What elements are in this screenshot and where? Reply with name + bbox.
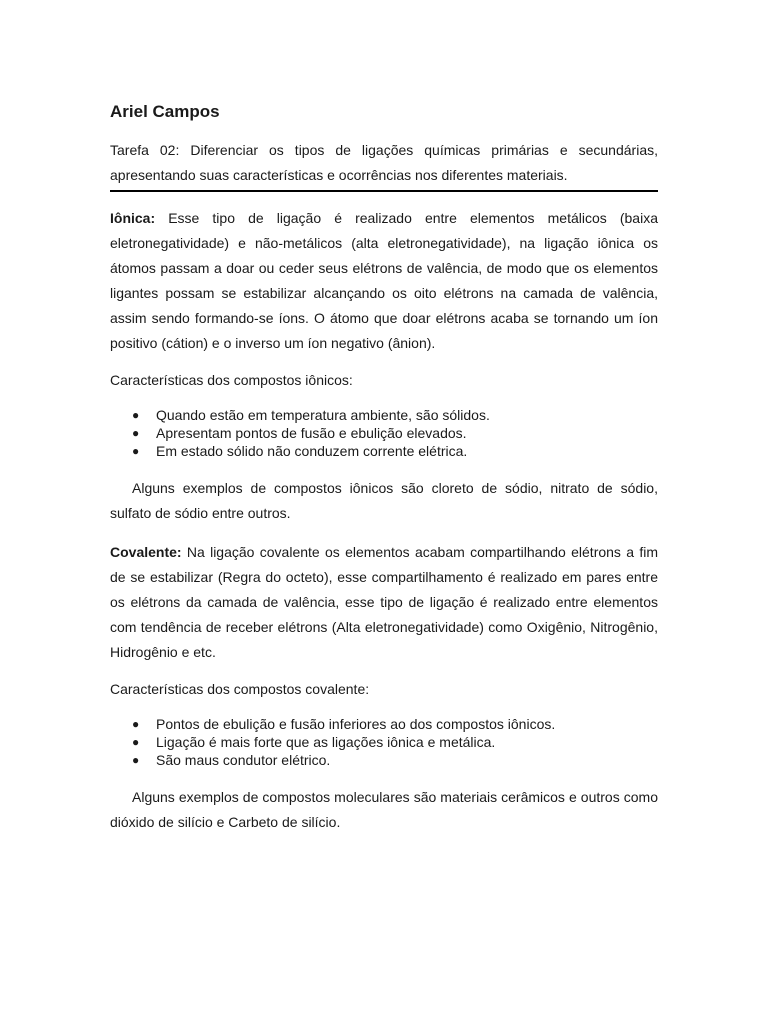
list-item [110, 715, 658, 733]
covalente-examples: Alguns exemplos de compostos moleculares são materiais cerâmicos e outros como dióxido de silício e Carbeto de silício. [110, 789, 658, 830]
bullet-icon: ● [132, 444, 140, 458]
ionica-label: Iônica: [110, 210, 156, 226]
document-page [110, 100, 658, 835]
list-item-text: Quando estão em temperatura ambiente, são sólidos. [156, 407, 490, 423]
list-item-text: Em estado sólido não conduzem corrente elétrica. [156, 443, 468, 459]
bullet-icon: ● [132, 735, 140, 749]
list-item-text: Apresentam pontos de fusão e ebulição elevados. [156, 425, 467, 441]
covalente-characteristics-list [110, 715, 658, 769]
covalente-text: Na ligação covalente os elementos acabam compartilhando elétrons a fim de se estabilizar (Regra do octeto), esse compartilhamento é realizado em pares entre os elétrons da camada de valência, esse tipo de ligação é realizado entre elementos com tendência de receber elétrons (Alta eletronegatividade) como Oxigênio, Nitrogênio, Hidrogênio e etc. [110, 544, 658, 660]
covalente-label: Covalente: [110, 544, 182, 560]
ionica-text: Esse tipo de ligação é realizado entre elementos metálicos (baixa eletronegatividade) e não-metálicos (alta eletronegatividade), na ligação iônica os átomos passam a doar ou ceder seus elétrons de valência, de modo que os elementos ligantes possam se estabilizar alcançando os oito elétrons na camada de valência, assim sendo formando-se íons. O átomo que doar elétrons acaba se tornando um íon positivo (cátion) e o inverso um íon negativo (ânion). [110, 210, 658, 351]
bullet-icon: ● [132, 717, 140, 731]
bullet-icon: ● [132, 753, 140, 767]
list-item [110, 424, 658, 442]
bullet-icon: ● [132, 426, 140, 440]
list-item-text: Ligação é mais forte que as ligações iônica e metálica. [156, 734, 496, 750]
list-item [110, 751, 658, 769]
ionica-paragraph [110, 206, 658, 356]
list-item-text: Pontos de ebulição e fusão inferiores ao dos compostos iônicos. [156, 716, 556, 732]
list-item [110, 406, 658, 424]
ionica-characteristics-list [110, 406, 658, 460]
list-item-text: São maus condutor elétrico. [156, 752, 331, 768]
ionica-examples: Alguns exemplos de compostos iônicos são cloreto de sódio, nitrato de sódio, sulfato de sódio entre outros. [110, 480, 658, 521]
author-name: Ariel Campos [110, 102, 220, 121]
covalente-characteristics-title: Características dos compostos covalente: [110, 681, 370, 697]
list-item [110, 442, 658, 460]
ionica-characteristics-title: Características dos compostos iônicos: [110, 372, 353, 388]
covalente-paragraph [110, 540, 658, 665]
list-item [110, 733, 658, 751]
task-statement: Tarefa 02: Diferenciar os tipos de ligações químicas primárias e secundárias, apresentando suas características e ocorrências nos diferentes materiais. [110, 138, 658, 192]
bullet-icon: ● [132, 408, 140, 422]
